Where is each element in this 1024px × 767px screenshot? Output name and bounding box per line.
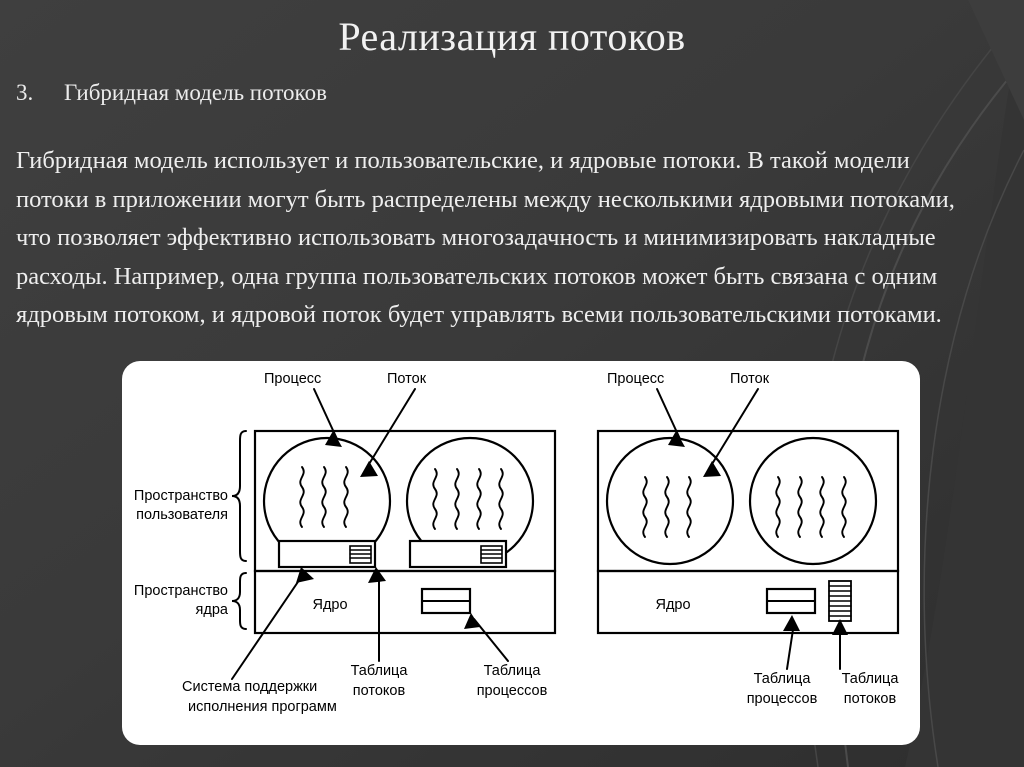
left-process-table-leader [474,619,508,661]
right-label-thread: Поток [730,371,770,387]
left-label-kernel-space-line1: Пространство [133,583,228,599]
left-label-user-space-line1: Пространство [133,488,228,504]
left-kernel-space-brace [232,573,246,629]
page-title: Реализация потоков [338,14,686,59]
left-label-thread-table-line1: Таблица [350,663,408,679]
left-label-user-space-line2: пользователя [136,507,228,523]
left-label-kernel: Ядро [312,597,348,613]
right-thread-squiggle-1-2 [665,477,668,537]
left-label-runtime-line1: Система поддержки [182,679,318,695]
bullet-label: Гибридная модель потоков [64,80,327,105]
right-label-process: Процесс [607,371,665,387]
right-thread-squiggle-1-3 [687,477,690,537]
left-label-thread: Поток [387,371,427,387]
right-process-circle-1 [607,438,733,564]
left-label-process-table-line1: Таблица [483,663,541,679]
left-thread-arrowhead [360,461,378,477]
left-label-kernel-space-line2: ядра [195,602,228,618]
left-label-process: Процесс [264,371,322,387]
left-thread-leader [366,389,415,469]
right-label-thread-table-line1: Таблица [841,671,899,687]
left-thread-squiggle-2-3 [477,469,480,529]
right-kernel-box [598,571,898,633]
right-thread-squiggle-2-1 [776,477,779,537]
right-process-circle-2 [750,438,876,564]
right-thread-squiggle-2-2 [798,477,801,537]
right-label-process-table-line2: процессов [746,691,818,707]
left-thread-squiggle-2-2 [455,469,458,529]
right-label-process-table-line1: Таблица [753,671,811,687]
right-label-kernel: Ядро [655,597,691,613]
left-thread-table-arrowhead [368,567,386,583]
right-thread-squiggle-1-1 [643,477,646,537]
left-runtime-leader [232,573,304,679]
bullet-number: 3. [16,80,34,105]
left-process-table-arrowhead [464,613,480,629]
threads-diagram [122,361,920,745]
left-label-thread-table-line2: потоков [352,683,406,699]
left-thread-squiggle-1-3 [344,467,347,527]
body-paragraph: Гибридная модель использует и пользовательские, и ядровые потоки. В такой модели потоки в приложении могут быть распределены между несколькими ядровыми потоками, что позволяет эффективно использовать многозадачность и минимизировать накладные расходы. Например, одна группа пользовательских потоков может быть связана с одним ядровым потоком, и ядровой поток будет управлять всеми пользовательскими потоками. [16,147,955,328]
figure-panel [122,361,920,745]
right-thread-squiggle-2-3 [820,477,823,537]
right-label-thread-table-line2: потоков [843,691,897,707]
left-user-space-brace [232,431,246,561]
left-label-runtime-line2: исполнения программ [188,699,337,715]
left-label-process-table-line2: процессов [476,683,548,699]
right-thread-squiggle-2-4 [842,477,845,537]
left-thread-squiggle-1-1 [300,467,303,527]
right-process-table-arrowhead [783,615,800,631]
right-kernel-thread-table-rows [829,586,851,616]
left-thread-squiggle-2-1 [433,469,436,529]
left-runtime-arrowhead [296,567,314,583]
left-thread-squiggle-2-4 [499,469,502,529]
bullet-row [16,80,916,106]
right-thread-arrowhead [703,461,721,477]
left-thread-squiggle-1-2 [322,467,325,527]
right-thread-leader [709,389,758,469]
